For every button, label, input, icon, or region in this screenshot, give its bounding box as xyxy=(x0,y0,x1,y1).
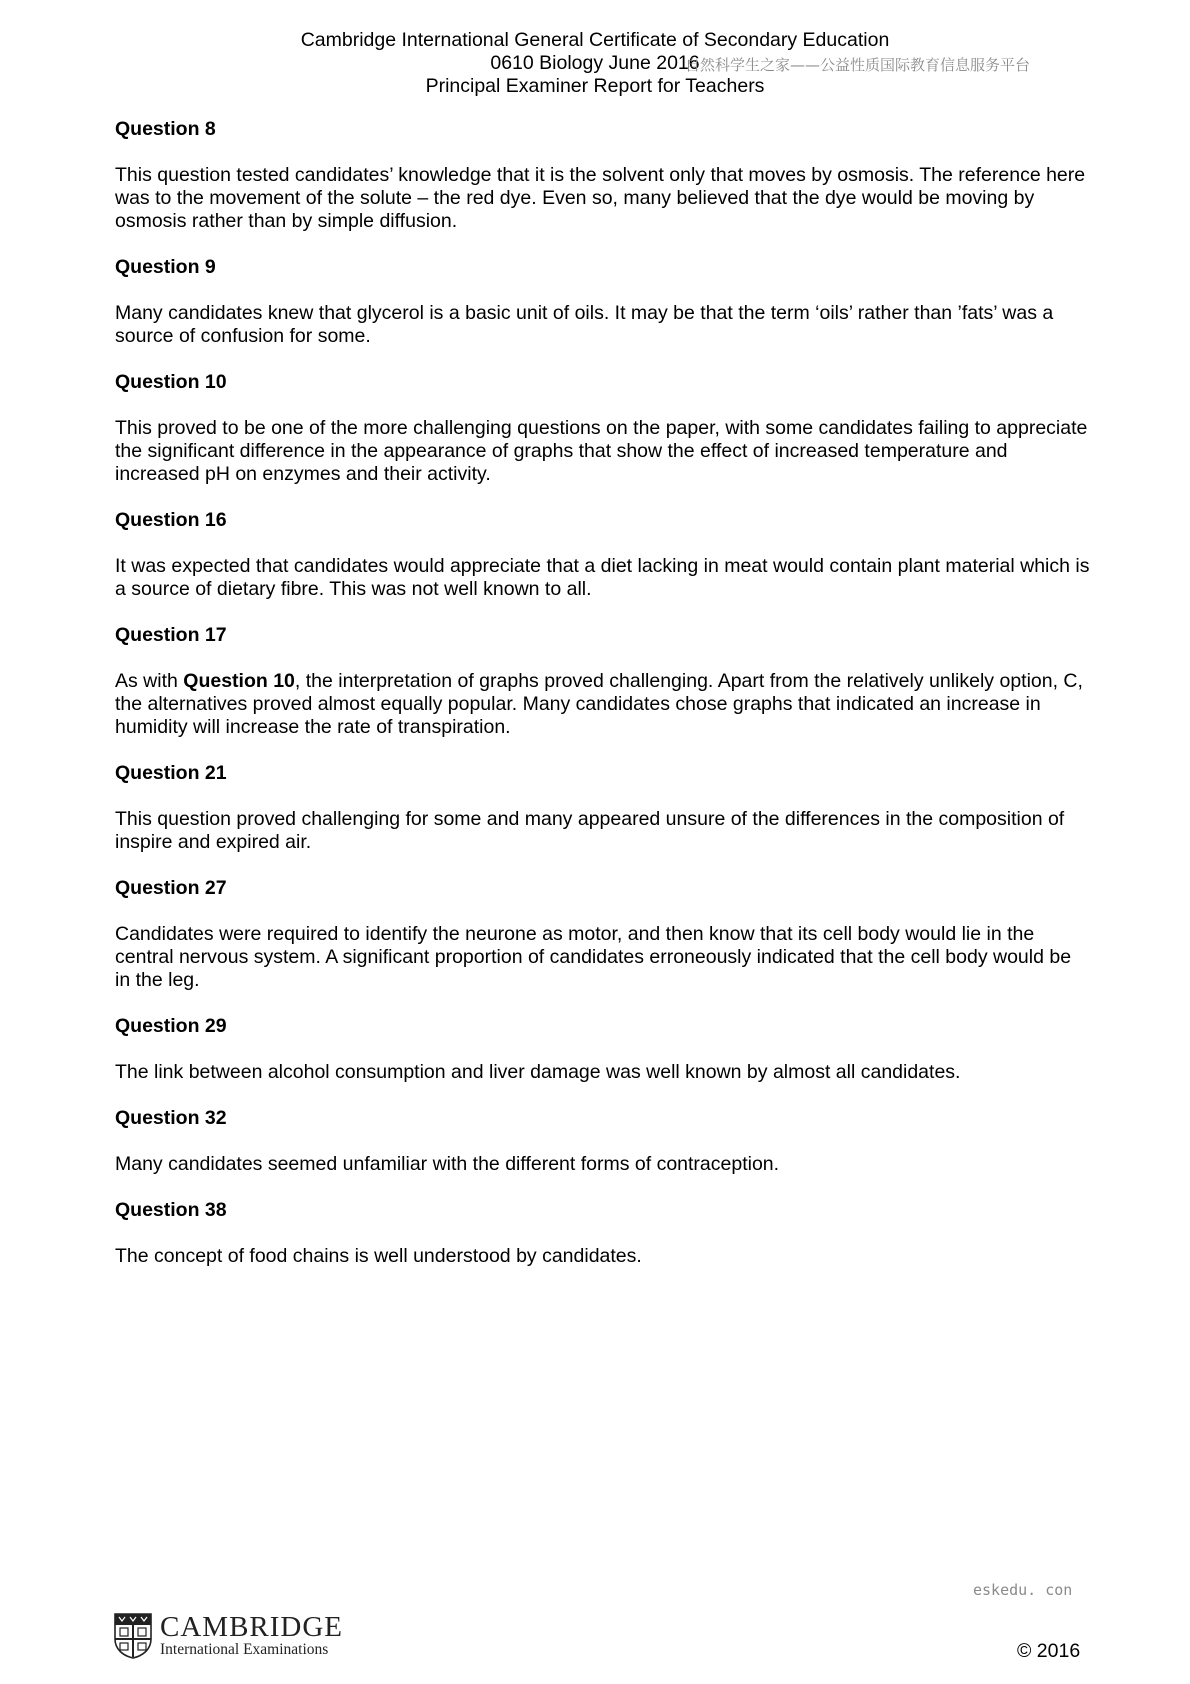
header-subject: 0610 Biology June 2016 xyxy=(490,52,700,74)
header-title: Cambridge International General Certificate of Secondary Education xyxy=(300,29,890,51)
question-section xyxy=(115,371,1090,486)
question-comment: Many candidates seemed unfamiliar with the different forms of contraception. xyxy=(115,1153,780,1175)
question-heading: Question 29 xyxy=(115,1015,227,1037)
question-section xyxy=(115,1199,1090,1268)
logo-name: CAMBRIDGE xyxy=(160,1611,344,1643)
question-section xyxy=(115,256,1090,348)
question-section xyxy=(115,762,1090,854)
watermark-text: 自然科学生之家——公益性质国际教育信息服务平台 xyxy=(685,56,1031,74)
question-comment: Many candidates knew that glycerol is a basic unit of oils. It may be that the term ‘oils’ rather than ’fats’ was a source of confusion for some. xyxy=(115,302,1054,347)
question-section xyxy=(115,509,1090,601)
question-heading: Question 27 xyxy=(115,877,227,899)
comment-prefix: As with xyxy=(115,670,184,692)
question-section xyxy=(115,877,1090,992)
cambridge-logo xyxy=(114,1613,343,1659)
report-body xyxy=(115,118,1090,1291)
question-heading: Question 8 xyxy=(115,118,216,140)
question-comment: Candidates were required to identify the neurone as motor, and then know that its cell body would lie in the central nervous system. A significant proportion of candidates erroneously indicated that the cell body would be in the leg. xyxy=(115,923,1072,991)
question-heading: Question 9 xyxy=(115,256,216,278)
question-reference: Question 10 xyxy=(183,670,295,692)
question-comment: The concept of food chains is well understood by candidates. xyxy=(115,1245,642,1267)
question-section xyxy=(115,1015,1090,1084)
logo-subtitle: International Examinations xyxy=(160,1641,329,1658)
question-heading: Question 16 xyxy=(115,509,227,531)
question-heading: Question 17 xyxy=(115,624,227,646)
question-comment xyxy=(115,670,1090,739)
question-heading: Question 10 xyxy=(115,371,227,393)
shield-icon xyxy=(114,1613,152,1659)
comment-rest: , the interpretation of graphs proved challenging. Apart from the relatively unlikely option, C, the alternatives proved almost equally popular. Many candidates chose graphs that indicated an increase in humidity will increase the rate of transpiration. xyxy=(115,670,1083,738)
question-heading: Question 21 xyxy=(115,762,227,784)
question-comment: It was expected that candidates would appreciate that a diet lacking in meat would contain plant material which is a source of dietary fibre. This was not well known to all. xyxy=(115,555,1090,600)
question-comment: This question tested candidates’ knowledge that it is the solvent only that moves by osmosis. The reference here was to the movement of the solute – the red dye. Even so, many believed that the dye would be moving by osmosis rather than by simple diffusion. xyxy=(115,164,1086,232)
copyright: © 2016 xyxy=(1017,1640,1081,1662)
question-section xyxy=(115,1107,1090,1176)
question-section xyxy=(115,118,1090,233)
question-comment: The link between alcohol consumption and liver damage was well known by almost all candidates. xyxy=(115,1061,961,1083)
question-heading: Question 32 xyxy=(115,1107,227,1129)
footer-watermark: eskedu. con xyxy=(973,1581,1073,1599)
question-comment: This question proved challenging for some and many appeared unsure of the differences in the composition of inspire and expired air. xyxy=(115,808,1065,853)
question-heading: Question 38 xyxy=(115,1199,227,1221)
question-comment: This proved to be one of the more challenging questions on the paper, with some candidates failing to appreciate the significant difference in the appearance of graphs that show the effect of increased temperature and increased pH on enzymes and their activity. xyxy=(115,417,1088,485)
header-report-type: Principal Examiner Report for Teachers xyxy=(425,75,765,97)
question-section xyxy=(115,624,1090,739)
